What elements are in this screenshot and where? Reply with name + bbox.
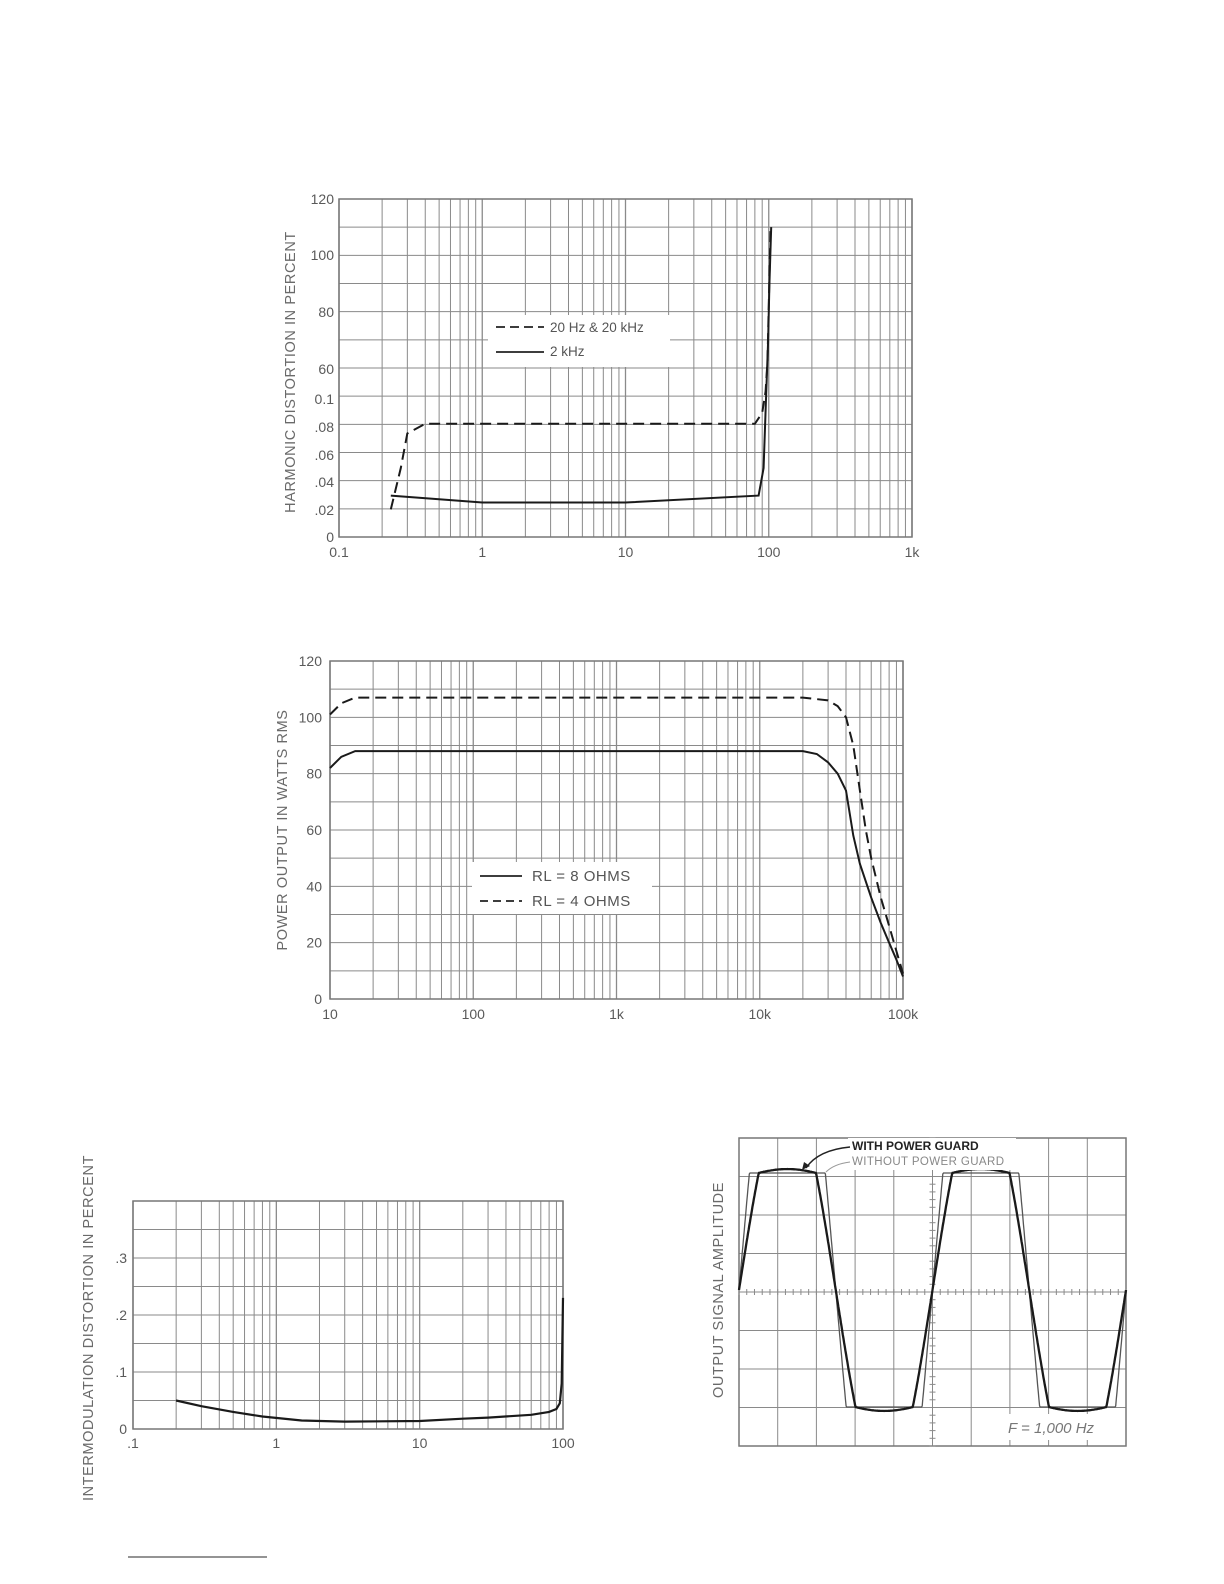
y-tick-label: 0 (314, 991, 322, 1007)
y-tick-label: .2 (115, 1307, 127, 1323)
y-tick-label: .04 (314, 474, 334, 490)
y-tick-label: 40 (306, 878, 322, 895)
power-y-axis-label: POWER OUTPUT IN WATTS RMS (275, 709, 291, 951)
x-tick-label: 100 (551, 1435, 575, 1451)
without-power-guard-annotation: WITHOUT POWER GUARD (852, 1156, 1005, 1168)
y-tick-label: .06 (314, 447, 334, 463)
x-tick-label: 100k (887, 1006, 919, 1022)
x-tick-label: 1k (904, 544, 920, 560)
y-tick-label: .08 (314, 419, 334, 435)
y-tick-label: .02 (314, 502, 334, 518)
harmonic-y-axis-label: HARMONIC DISTORTION IN PERCENT (283, 231, 299, 513)
y-tick-label: 60 (318, 361, 334, 377)
y-tick-label: 0.1 (314, 391, 334, 407)
power-tick-labels (299, 653, 920, 1022)
y-tick-label: 80 (318, 304, 334, 320)
x-tick-label: 10k (748, 1006, 772, 1022)
series-intermodulation-line (176, 1298, 563, 1422)
with-power-guard-arrow (806, 1147, 850, 1168)
x-tick-label: 1 (272, 1435, 281, 1451)
intermodulation-chart (81, 1155, 575, 1501)
power-output-chart (275, 653, 919, 1022)
y-tick-label: 120 (298, 653, 322, 669)
y-tick-label: .1 (115, 1364, 127, 1380)
harmonic-legend-solid-label: 2 kHz (550, 344, 585, 359)
x-tick-label: 10 (322, 1006, 338, 1022)
x-tick-label: 100 (757, 544, 781, 560)
harmonic-legend (488, 315, 670, 367)
y-tick-label: 0 (326, 529, 334, 545)
x-tick-label: 1 (478, 544, 487, 560)
harmonic-distortion-chart (283, 191, 920, 560)
frequency-label: F = 1,000 Hz (1008, 1420, 1095, 1437)
with-power-guard-annotation: WITH POWER GUARD (852, 1139, 979, 1153)
with-power-guard-arrowhead (802, 1162, 810, 1170)
x-tick-label: 1k (609, 1006, 624, 1022)
y-tick-label: 100 (298, 709, 322, 726)
x-tick-label: 10 (617, 544, 634, 560)
x-tick-label: 100 (461, 1006, 485, 1022)
power-legend-solid-label: RL = 8 OHMS (532, 868, 631, 885)
harmonic-grid (339, 199, 912, 537)
x-tick-label: .1 (127, 1435, 139, 1451)
x-tick-label: 0.1 (329, 544, 349, 560)
power-legend-dashed-label: RL = 4 OHMS (532, 893, 631, 910)
y-tick-label: 20 (306, 934, 322, 951)
power-grid (330, 661, 903, 999)
y-tick-label: 0 (119, 1421, 127, 1437)
intermodulation-series (176, 1298, 563, 1422)
x-tick-label: 10 (411, 1435, 428, 1451)
without-power-guard-arrow (826, 1162, 850, 1172)
y-tick-label: 60 (306, 822, 322, 838)
harmonic-legend-dashed-label: 20 Hz & 20 kHz (550, 320, 644, 335)
y-tick-label: 120 (310, 191, 334, 207)
power-legend (472, 862, 652, 914)
intermodulation-y-axis-label: INTERMODULATION DISTORTION IN PERCENT (81, 1154, 97, 1502)
y-tick-label: 80 (306, 765, 322, 782)
power-guard-chart (711, 1138, 1126, 1446)
y-tick-label: .3 (115, 1250, 127, 1266)
intermodulation-grid (133, 1201, 563, 1429)
harmonic-tick-labels (311, 191, 921, 560)
power-guard-y-axis-label: OUTPUT SIGNAL AMPLITUDE (711, 1181, 727, 1399)
y-tick-label: 100 (310, 247, 334, 263)
